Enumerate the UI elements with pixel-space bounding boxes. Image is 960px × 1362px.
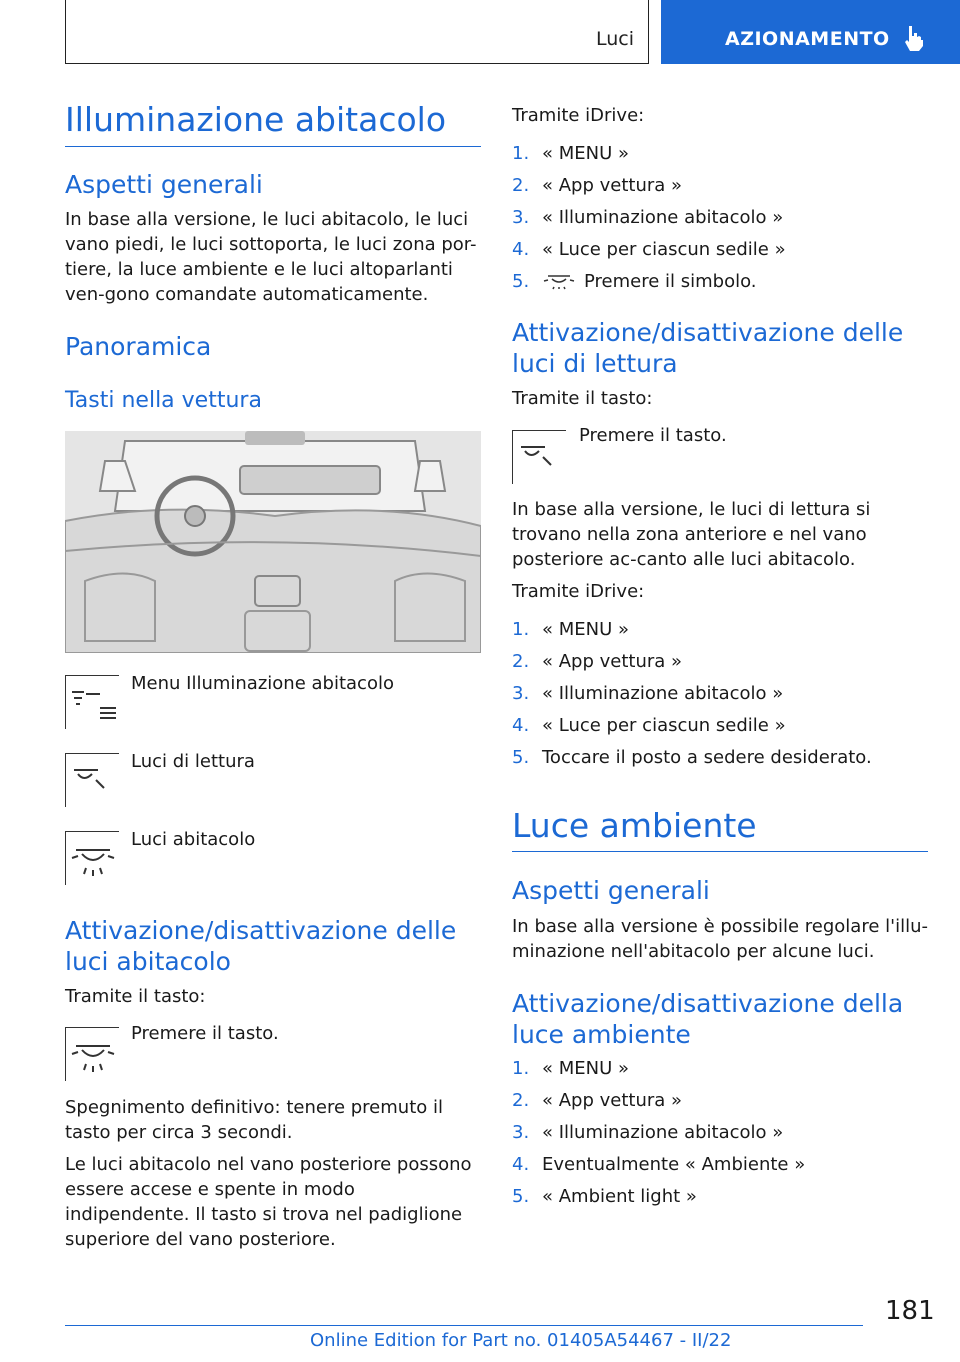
rear-text: Le luci abitacolo nel vano posteriore possono essere accese e spente in modo indipendente. Il tasto si trova nel padiglione superiore del vano posteriore. (65, 1154, 472, 1250)
interior-light-button-illustration (65, 831, 119, 885)
ambient-title-rule (512, 851, 928, 852)
list-item: 3. « Illuminazione abitacolo » (512, 207, 784, 228)
list-item: 2. « App vettura » (512, 651, 683, 672)
icon-label-interior: Luci abitacolo (131, 829, 256, 850)
ambient-general-heading: Aspetti generali (512, 876, 710, 905)
list-item: 2. « App vettura » (512, 175, 683, 196)
reading-text: In base alla versione, le luci di lettura si trovano nella zona anteriore e nel vano posteriore ac-canto alle luci abitacolo. (512, 499, 871, 570)
general-text: In base alla versione, le luci abitacolo, le luci vano piedi, le luci sottoporta, le luci zona por-tiere, la luce ambiente e le luci altoparlanti ven-gono comandate automaticamente. (65, 209, 477, 305)
list-item: 5. « Ambient light » (512, 1186, 697, 1207)
title-rule (65, 146, 481, 147)
list-item: 5. Premere il simbolo. (512, 271, 757, 292)
steps-list-1 (512, 141, 928, 301)
header-section-box (65, 0, 649, 64)
ambient-toggle-heading: Attivazione/disattivazione della luce ambiente (512, 989, 904, 1049)
list-item: 3. « Illuminazione abitacolo » (512, 683, 784, 704)
steps-list-3 (512, 1056, 928, 1216)
list-item: 1. « MENU » (512, 143, 630, 164)
reading-light-icon (517, 435, 565, 481)
buttons-heading: Tasti nella vettura (65, 388, 262, 413)
list-item: 2. « App vettura » (512, 1090, 683, 1111)
reading-light-button-illustration-2 (512, 430, 566, 484)
page-title: Illuminazione abitacolo (65, 100, 447, 139)
dashboard-drawing (65, 431, 481, 653)
header-chapter-title: AZIONAMENTO (725, 28, 890, 50)
list-item: 4. Eventualmente « Ambiente » (512, 1154, 806, 1175)
via-idrive-2: Tramite iDrive: (512, 581, 645, 602)
steps-list-2 (512, 617, 928, 777)
general-heading: Aspetti generali (65, 170, 263, 199)
reading-heading: Attivazione/disattivazione delle luci di lettura (512, 318, 904, 378)
interior-light-menu-icon (70, 680, 118, 726)
press-button-text-right: Premere il tasto. (579, 425, 727, 446)
interior-light-icon (70, 1032, 118, 1078)
reading-light-button-illustration (65, 753, 119, 807)
hand-pointer-icon (901, 24, 927, 52)
via-button-text: Tramite il tasto: (65, 986, 206, 1007)
toggle-heading: Attivazione/disattivazione delle luci abitacolo (65, 916, 457, 976)
interior-light-button-illustration-2 (65, 1027, 119, 1081)
list-item: 1. « MENU » (512, 619, 630, 640)
icon-label-reading: Luci di lettura (131, 751, 255, 772)
list-item: 4. « Luce per ciascun sedile » (512, 239, 786, 260)
icon-label-menu: Menu Illuminazione abitacolo (131, 673, 394, 694)
press-button-text: Premere il tasto. (131, 1023, 279, 1044)
header-chapter-tab (661, 0, 960, 64)
ambient-title: Luce ambiente (512, 806, 757, 845)
list-item: 3. « Illuminazione abitacolo » (512, 1122, 784, 1143)
interior-light-icon (70, 836, 118, 882)
via-idrive-1: Tramite iDrive: (512, 105, 645, 126)
list-item: 1. « MENU » (512, 1058, 630, 1079)
list-item: 4. « Luce per ciascun sedile » (512, 715, 786, 736)
ambient-general-text: In base alla versione è possibile regolare l'illu-minazione nell'abitacolo per alcune luci. (512, 916, 928, 962)
header-section-title: Luci (595, 28, 634, 50)
page-number: 181 (885, 1296, 935, 1326)
via-button-text-right: Tramite il tasto: (512, 388, 653, 409)
seat-light-symbol-icon (542, 272, 576, 290)
interior-light-menu-button-illustration (65, 675, 119, 729)
off-text: Spegnimento definitivo: tenere premuto il tasto per circa 3 secondi. (65, 1097, 443, 1143)
list-item: 5. Toccare il posto a sedere desiderato. (512, 747, 872, 768)
footer-edition: Online Edition for Part no. 01405A54467 - II/22 (310, 1330, 732, 1351)
overview-heading: Panoramica (65, 332, 212, 361)
footer-rule (65, 1325, 863, 1326)
reading-light-icon (70, 758, 118, 804)
dashboard-illustration (65, 431, 481, 653)
